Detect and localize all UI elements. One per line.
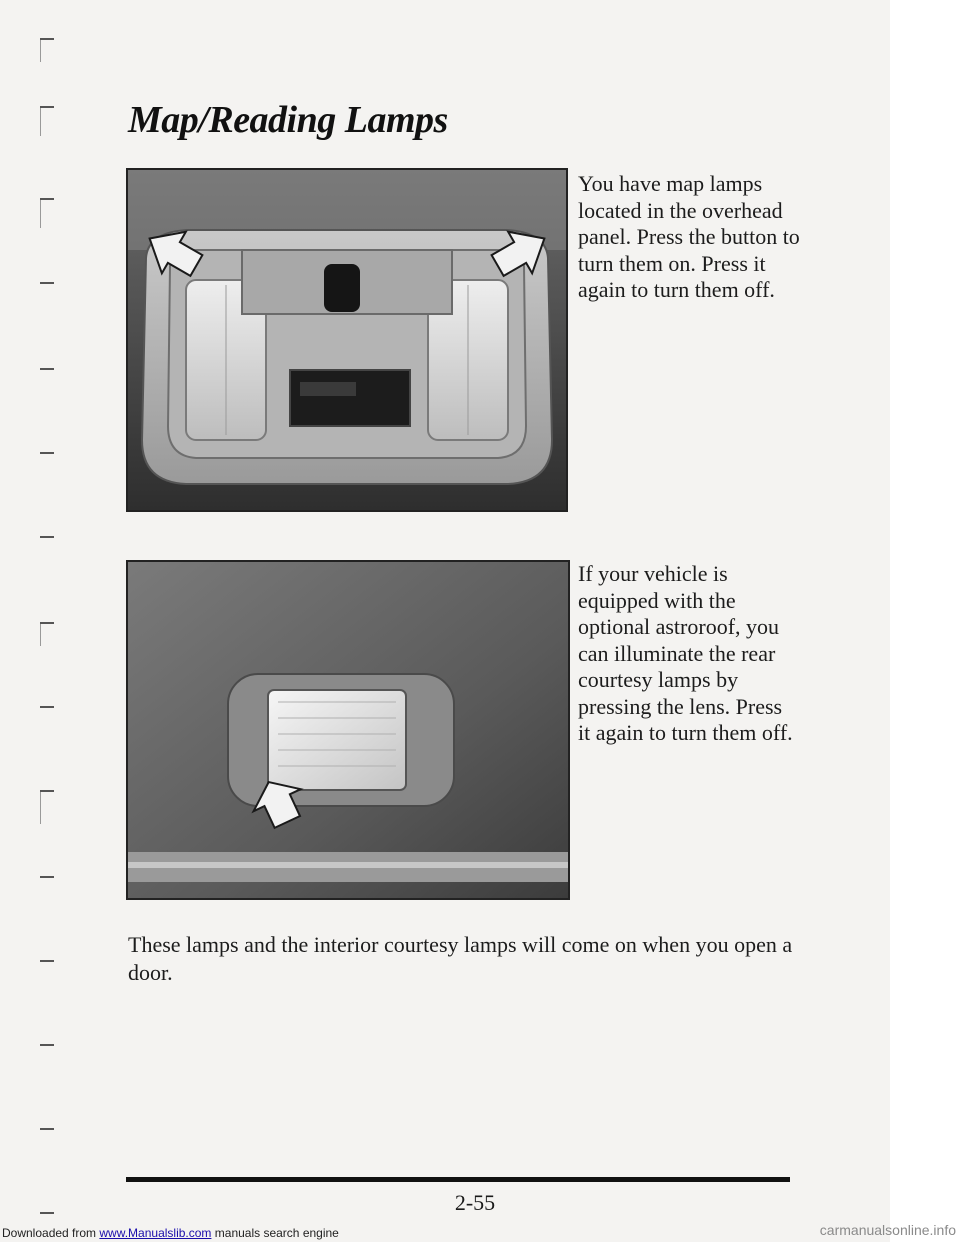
right-margin: [890, 0, 960, 1242]
download-footer: [2, 1226, 339, 1240]
overhead-map-lamps-photo: [126, 168, 568, 512]
scan-edge-mark: [40, 706, 54, 708]
scan-edge-mark: [40, 38, 54, 40]
scan-edge-mark: [40, 106, 54, 108]
site-watermark: carmanualsonline.info: [819, 1222, 956, 1238]
scan-edge-mark: [40, 536, 54, 538]
scan-edge-mark: [40, 1128, 54, 1130]
rear-courtesy-lamp-photo: [126, 560, 570, 900]
section-title: Map/Reading Lamps: [128, 99, 448, 141]
scan-edge-line: [40, 624, 41, 646]
overhead-console-illustration: [128, 170, 566, 510]
scan-edge-mark: [40, 198, 54, 200]
scan-edge-mark: [40, 960, 54, 962]
scan-edge-mark: [40, 622, 54, 624]
footer-prefix: Downloaded from: [2, 1226, 100, 1240]
scan-edge-mark: [40, 282, 54, 284]
scan-edge-mark: [40, 1044, 54, 1046]
courtesy-lamp-illustration: [128, 562, 568, 898]
scan-edge-mark: [40, 368, 54, 370]
scan-edge-mark: [40, 1212, 54, 1214]
map-lamps-paragraph: You have map lamps located in the overhead panel. Press the button to turn them on. Press it again to turn them off.: [578, 171, 800, 302]
scan-edge-line: [40, 200, 41, 228]
manualslib-link[interactable]: www.Manualslib.com: [99, 1226, 212, 1240]
footer-rule: [126, 1177, 790, 1182]
scan-edge-line: [40, 40, 41, 62]
astroroof-paragraph: If your vehicle is equipped with the optional astroroof, you can illuminate the rear courtesy lamps by pressing the lens. Press it again to turn them off.: [578, 561, 793, 745]
scan-edge-mark: [40, 790, 54, 792]
scan-edge-line: [40, 792, 41, 824]
page-number: 2-55: [454, 1190, 496, 1215]
door-lamps-paragraph: These lamps and the interior courtesy lamps will come on when you open a door.: [128, 932, 793, 985]
scan-edge-mark: [40, 876, 54, 878]
scan-edge-line: [40, 108, 41, 136]
footer-suffix: manuals search engine: [211, 1226, 339, 1240]
scan-edge-mark: [40, 452, 54, 454]
